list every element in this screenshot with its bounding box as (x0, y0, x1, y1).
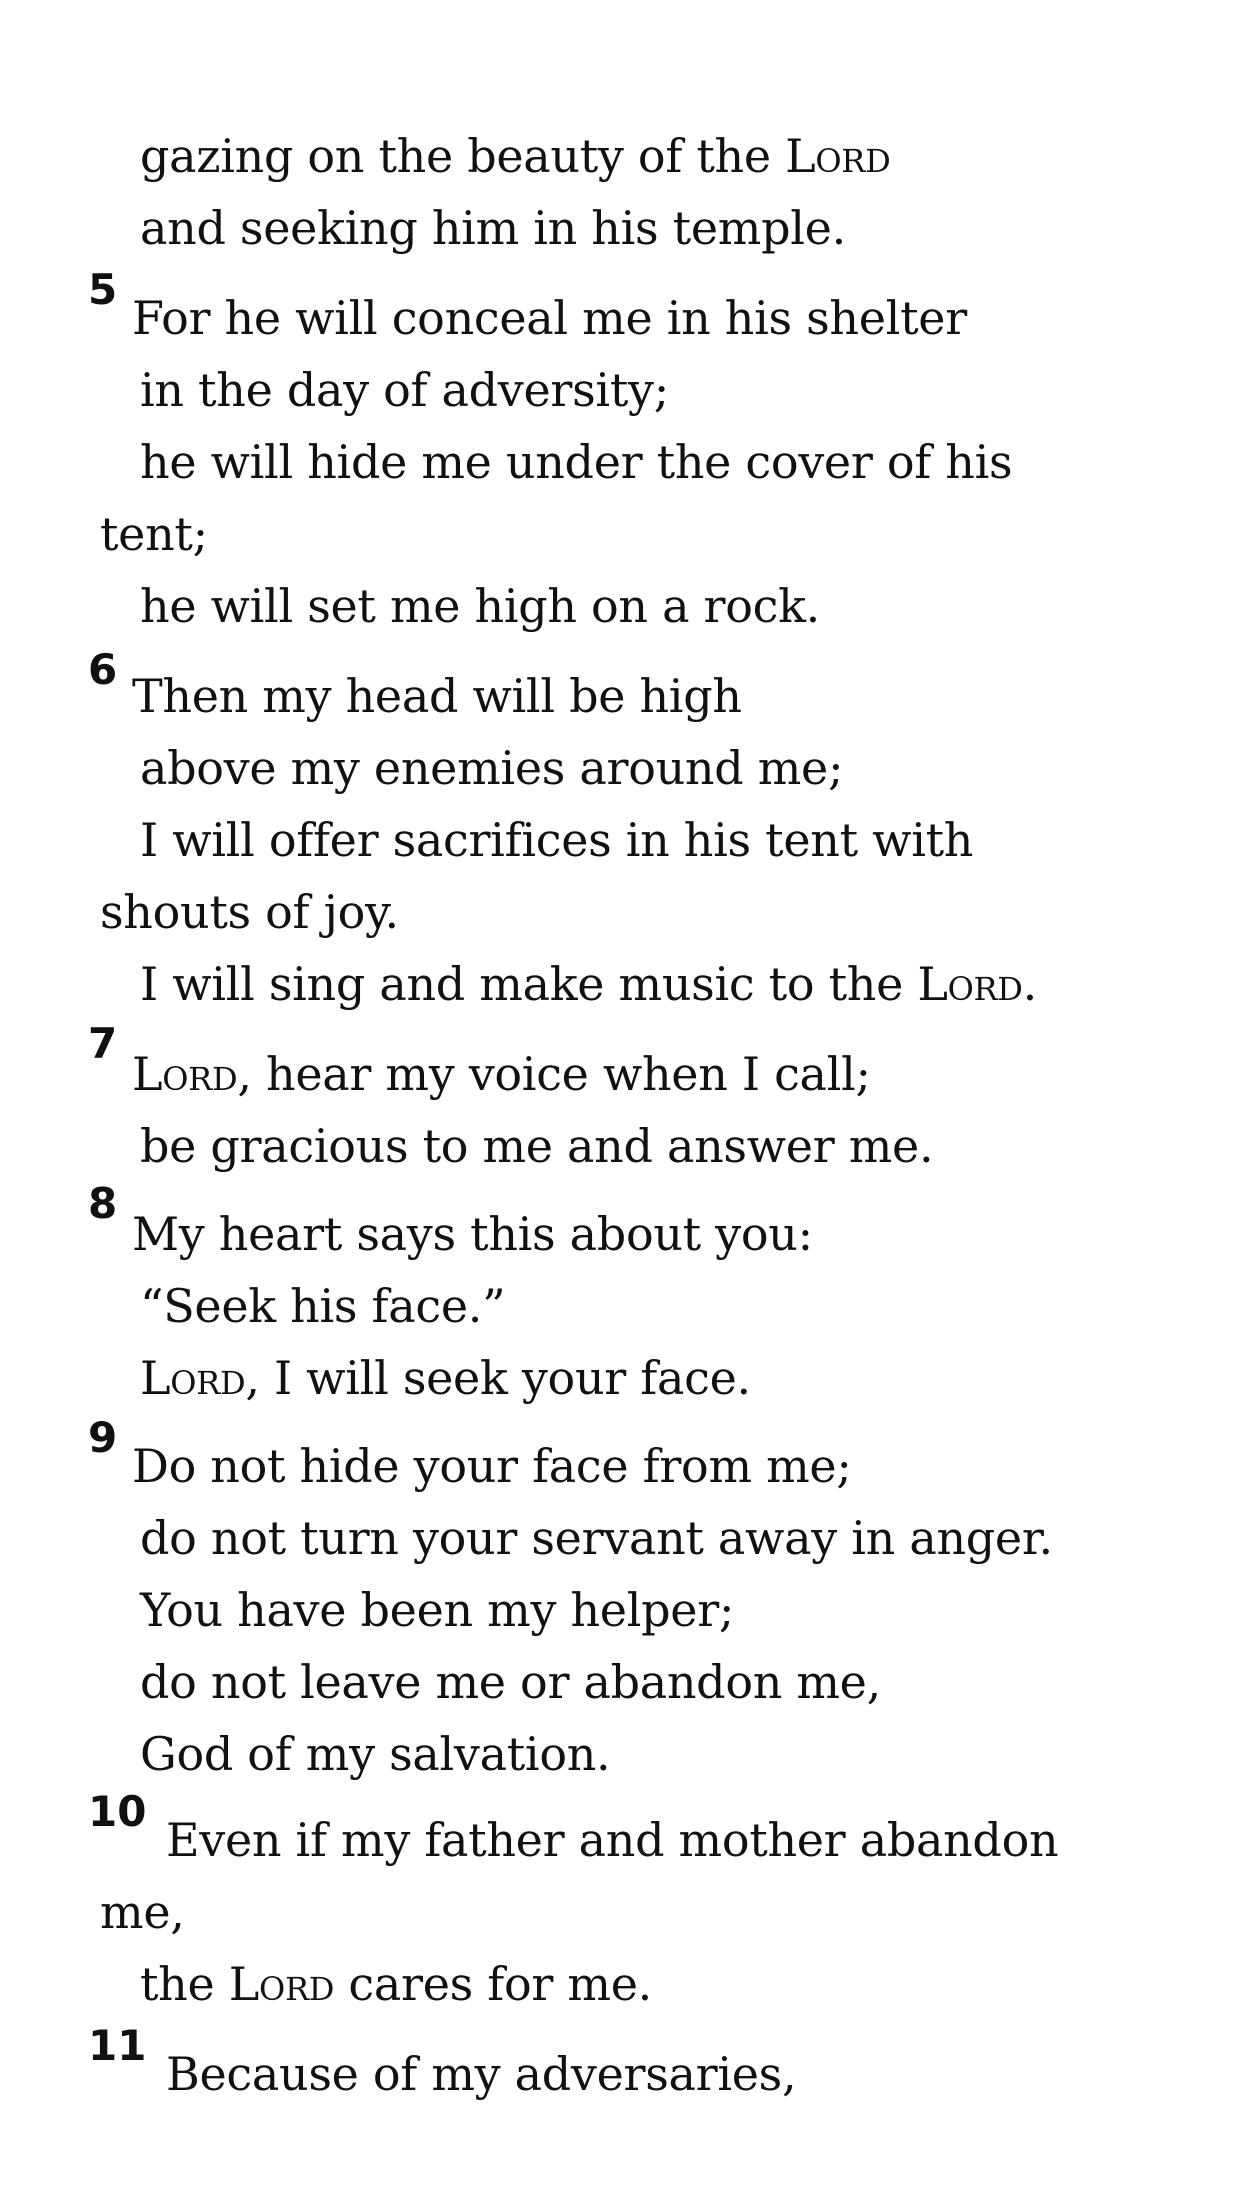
verse-line: shouts of joy. (100, 885, 399, 939)
lord-small-caps: Lord (228, 1957, 335, 2011)
verse-line: I will sing and make music to the Lord. (140, 957, 1037, 1011)
verse-line: the Lord cares for me. (140, 1957, 652, 2011)
verse-number: 5 (88, 265, 118, 314)
verse-number: 9 (88, 1413, 118, 1462)
lord-small-caps: Lord (917, 957, 1023, 1011)
lord-small-caps: Lord (140, 1351, 246, 1405)
verse-line: I will offer sacrifices in his tent with (140, 813, 974, 867)
verse-line: he will set me high on a rock. (140, 579, 820, 633)
verse-line: Because of my adversaries, (166, 2047, 797, 2101)
lord-small-caps: Lord (785, 129, 891, 183)
verse-line: be gracious to me and answer me. (140, 1119, 934, 1173)
verse-line: above my enemies around me; (140, 741, 844, 795)
verse-number: 8 (88, 1179, 118, 1228)
verse-number: 6 (88, 645, 118, 694)
verse-line: me, (100, 1885, 185, 1939)
verse-line: in the day of adversity; (140, 363, 669, 417)
verse-line: Do not hide your face from me; (132, 1439, 852, 1493)
verse-line: and seeking him in his temple. (140, 201, 846, 255)
verse-line: he will hide me under the cover of his (140, 435, 1013, 489)
verse-line: do not turn your servant away in anger. (140, 1511, 1053, 1565)
verse-line: tent; (100, 507, 208, 561)
verse-number: 10 (88, 1787, 147, 1836)
verse-line: Lord, I will seek your face. (140, 1351, 751, 1405)
verse-line: Lord, hear my voice when I call; (132, 1047, 871, 1101)
lord-small-caps: Lord (132, 1047, 238, 1101)
verse-line: “Seek his face.” (140, 1279, 506, 1333)
verse-line: Then my head will be high (132, 669, 742, 723)
verse-line: do not leave me or abandon me, (140, 1655, 881, 1709)
verse-line: gazing on the beauty of the Lord (140, 129, 891, 183)
verse-line: My heart says this about you: (132, 1207, 813, 1261)
verse-number: 7 (88, 1019, 118, 1068)
verse-line: God of my salvation. (140, 1727, 611, 1781)
verse-line: For he will conceal me in his shelter (132, 291, 967, 345)
verse-line: Even if my father and mother abandon (166, 1813, 1059, 1867)
verse-number: 11 (88, 2021, 147, 2070)
verse-line: You have been my helper; (140, 1583, 735, 1637)
